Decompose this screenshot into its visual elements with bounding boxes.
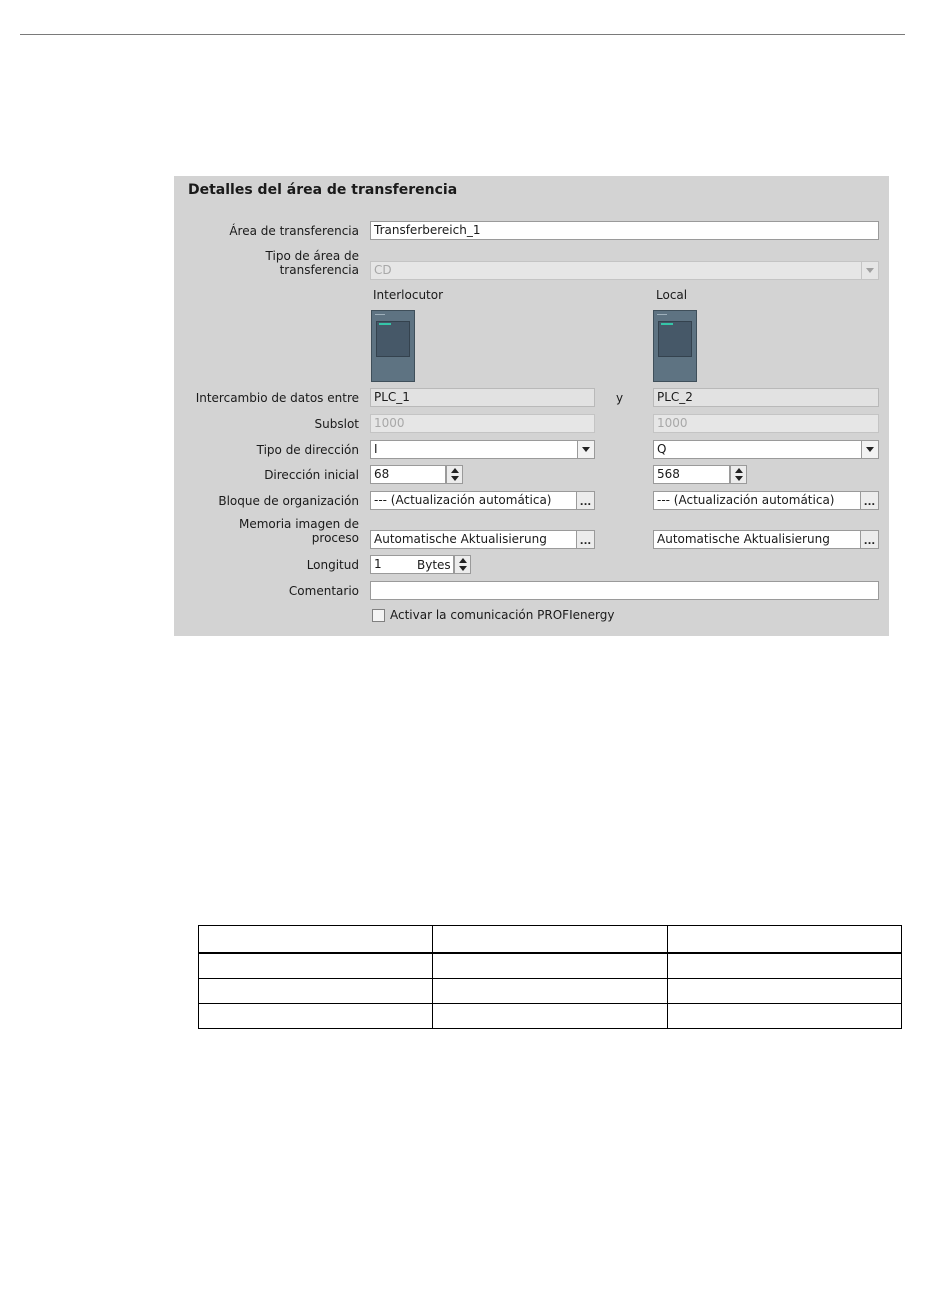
data-exchange-label: Intercambio de datos entre — [195, 391, 359, 405]
partner-start-address-input[interactable]: 68 — [370, 465, 446, 484]
partner-plc-field: PLC_1 — [370, 388, 595, 407]
page-top-rule — [20, 34, 905, 35]
table-row — [199, 1004, 902, 1029]
panel-title: Detalles del área de transferencia — [188, 182, 458, 198]
org-block-label: Bloque de organización — [218, 494, 359, 508]
length-label: Longitud — [306, 558, 359, 572]
length-value: 1 — [374, 557, 382, 571]
table-cell — [199, 1004, 433, 1029]
browse-button[interactable]: ... — [860, 531, 878, 548]
table-cell — [433, 1004, 668, 1029]
local-column-header: Local — [656, 288, 688, 302]
process-image-label: Memoria imagen de proceso — [239, 517, 359, 545]
length-input[interactable] — [370, 555, 454, 574]
table-cell — [668, 979, 902, 1004]
partner-org-block-value: --- (Actualización automática) — [374, 493, 552, 507]
table-cell — [199, 926, 433, 954]
partner-org-block-field[interactable] — [370, 491, 595, 510]
table-cell — [668, 953, 902, 979]
table-header-row — [199, 926, 902, 954]
local-address-type-select[interactable] — [653, 440, 879, 459]
partner-start-address-stepper[interactable] — [446, 465, 463, 484]
data-table — [198, 925, 902, 1029]
browse-button[interactable]: ... — [576, 492, 594, 509]
comment-label: Comentario — [288, 584, 359, 598]
local-org-block-value: --- (Actualización automática) — [657, 493, 835, 507]
profienergy-checkbox[interactable] — [372, 609, 385, 622]
start-address-label: Dirección inicial — [264, 468, 359, 482]
table-cell — [199, 953, 433, 979]
interlocutor-column-header: Interlocutor — [373, 288, 444, 302]
transfer-area-type-label: Tipo de área de transferencia — [265, 249, 359, 277]
browse-button[interactable]: ... — [576, 531, 594, 548]
local-address-type-value: Q — [657, 442, 667, 456]
length-unit: Bytes — [417, 558, 451, 572]
transfer-area-input[interactable]: Transferbereich_1 — [370, 221, 879, 240]
table-cell — [433, 979, 668, 1004]
address-type-label: Tipo de dirección — [256, 443, 359, 457]
transfer-area-type-value: CD — [374, 263, 392, 277]
plc-device-icon — [371, 310, 415, 382]
table-cell — [433, 953, 668, 979]
local-start-address-input[interactable]: 568 — [653, 465, 730, 484]
local-plc-field: PLC_2 — [653, 388, 879, 407]
local-process-image-field[interactable] — [653, 530, 879, 549]
length-stepper[interactable] — [454, 555, 471, 574]
transfer-area-type-select — [370, 261, 879, 280]
table-row — [199, 979, 902, 1004]
table-cell — [668, 1004, 902, 1029]
local-process-image-value: Automatische Aktualisierung — [657, 532, 830, 546]
browse-button[interactable]: ... — [860, 492, 878, 509]
transfer-area-details-panel — [174, 176, 889, 636]
transfer-area-label: Área de transferencia — [229, 224, 359, 238]
profienergy-label: Activar la comunicación PROFIenergy — [390, 608, 615, 622]
chevron-down-icon[interactable] — [577, 441, 594, 458]
and-label: y — [616, 391, 624, 405]
table-cell — [199, 979, 433, 1004]
table-cell — [668, 926, 902, 954]
chevron-down-icon[interactable] — [861, 441, 878, 458]
table-cell — [433, 926, 668, 954]
plc-device-icon — [653, 310, 697, 382]
local-org-block-field[interactable] — [653, 491, 879, 510]
comment-input[interactable] — [370, 581, 879, 600]
local-start-address-stepper[interactable] — [730, 465, 747, 484]
partner-address-type-select[interactable] — [370, 440, 595, 459]
partner-subslot-field: 1000 — [370, 414, 595, 433]
partner-process-image-value: Automatische Aktualisierung — [374, 532, 547, 546]
subslot-label: Subslot — [314, 417, 359, 431]
partner-address-type-value: I — [374, 442, 378, 456]
table-row — [199, 953, 902, 979]
local-subslot-field: 1000 — [653, 414, 879, 433]
chevron-down-icon — [861, 262, 878, 279]
partner-process-image-field[interactable] — [370, 530, 595, 549]
